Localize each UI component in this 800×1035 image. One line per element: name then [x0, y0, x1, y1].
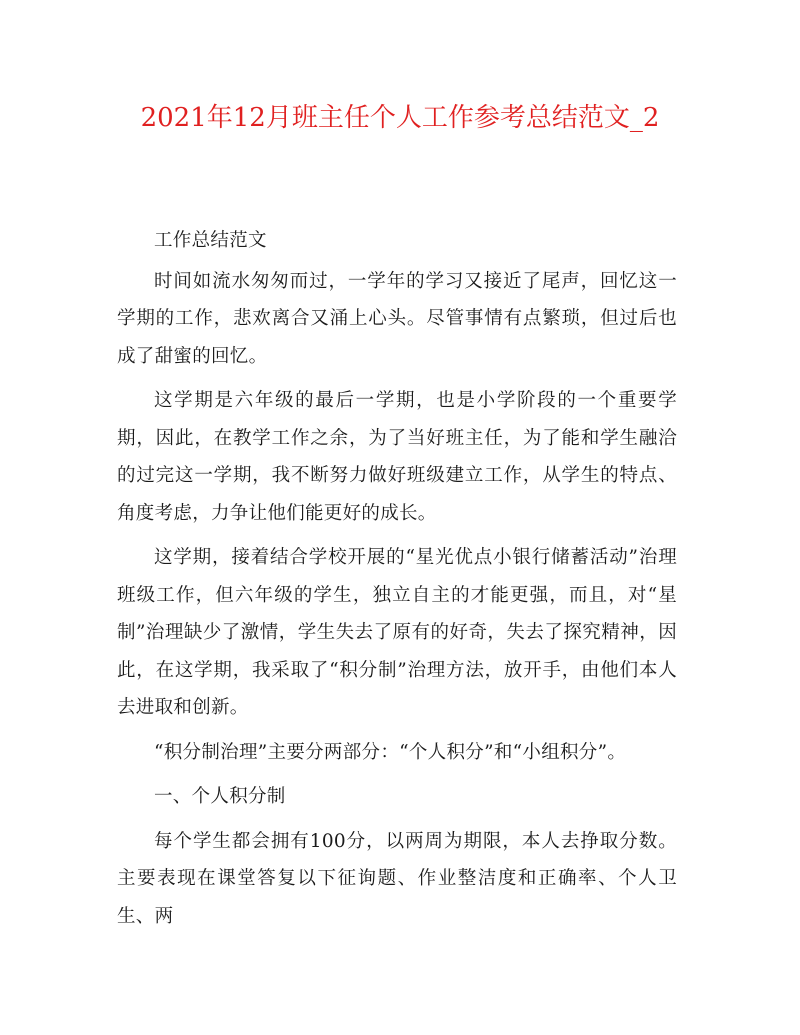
paragraph: 时间如流水匆匆而过，一学年的学习又接近了尾声，回忆这一学期的工作，悲欢离合又涌上心头。尽管事情有点繁琐，但过后也成了甜蜜的回忆。: [117, 270, 677, 367]
paragraph: “积分制治理”主要分两部分：“个人积分”和“小组积分”。: [154, 741, 627, 763]
document-title: 2021年12月班主任个人工作参考总结范文_2: [140, 103, 660, 133]
paragraph: 这学期，接着结合学校开展的“星光优点小银行储蓄活动”治理班级工作，但六年级的学生，独立自主的才能更强，而且，对“星制”治理缺少了激情，学生失去了原有的好奇，失去了探究精神，因此，在这学期，我采取了“积分制”治理方法，放开手，由他们本人去进取和创新。: [117, 547, 677, 718]
subsection-heading: 一、个人积分制: [154, 786, 286, 807]
document-body: [117, 222, 677, 942]
section-heading: 工作总结范文: [154, 230, 267, 251]
paragraph: 每个学生都会拥有100分，以两周为期限，本人去挣取分数。主要表现在课堂答复以下征询题、作业整洁度和正确率、个人卫生、两: [117, 830, 677, 927]
paragraph: 这学期是六年级的最后一学期，也是小学阶段的一个重要学期，因此，在教学工作之余，为了当好班主任，为了能和学生融洽的过完这一学期，我不断努力做好班级建立工作，从学生的特点、角度考虑，力争让他们能更好的成长。: [117, 390, 677, 524]
